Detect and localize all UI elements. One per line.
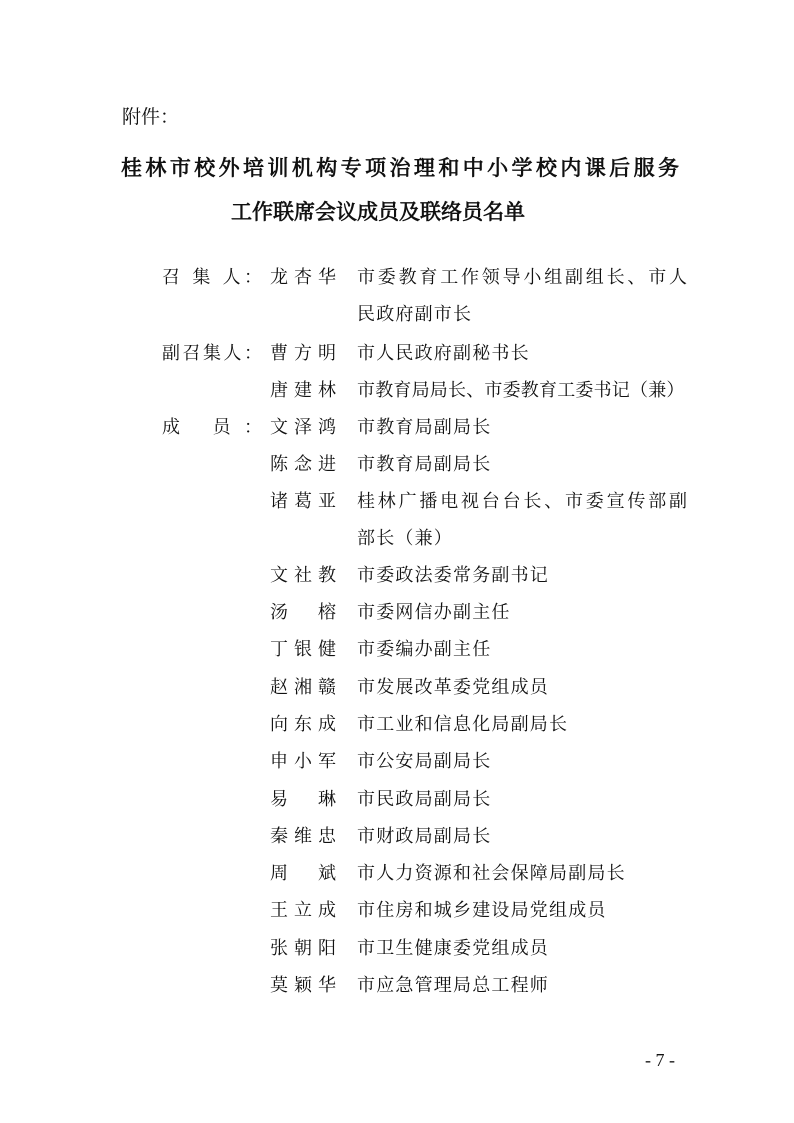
member-name-zhoubin: 周 斌 bbox=[270, 863, 336, 884]
member-duty-caofangming: 市人民政府副秘书长 bbox=[357, 343, 530, 364]
role-convenor: 召 集 人： bbox=[162, 267, 262, 288]
document-title-line-2: 工作联席会议成员及联络员名单 bbox=[231, 199, 525, 225]
attachment-label: 附件： bbox=[122, 106, 180, 128]
member-duty-tangrong: 市委网信办副主任 bbox=[357, 602, 511, 623]
member-duty-dingyinjian: 市委编办副主任 bbox=[357, 639, 492, 660]
member-name-wenzehong: 文泽鸿 bbox=[270, 417, 336, 438]
member-name-caofangming: 曹方明 bbox=[270, 343, 336, 364]
member-name-chennianjin: 陈念进 bbox=[270, 454, 336, 475]
member-duty-shenxiaojun: 市公安局副局长 bbox=[357, 751, 492, 772]
role-deputy-convenor: 副召集人： bbox=[162, 343, 262, 364]
document-title-line-1: 桂林市校外培训机构专项治理和中小学校内课后服务 bbox=[121, 155, 679, 181]
member-name-dingyinjian: 丁银健 bbox=[270, 639, 336, 660]
member-duty-zhugeya-line-2: 部长（兼） bbox=[357, 528, 453, 549]
member-duty-zhugeya-line-1: 桂林广播电视台台长、市委宣传部副 bbox=[357, 491, 687, 512]
member-duty-moyinghua: 市应急管理局总工程师 bbox=[357, 975, 549, 996]
member-duty-wensheijiao: 市委政法委常务副书记 bbox=[357, 565, 549, 586]
member-duty-longxinghua-line-1: 市委教育工作领导小组副组长、市人 bbox=[357, 267, 687, 288]
member-duty-zhaoxianggan: 市发展改革委党组成员 bbox=[357, 677, 549, 698]
member-duty-zhangchaoyang: 市卫生健康委党组成员 bbox=[357, 938, 549, 959]
member-duty-yilin: 市民政局副局长 bbox=[357, 789, 492, 810]
member-duty-xiangdongcheng: 市工业和信息化局副局长 bbox=[357, 714, 569, 735]
member-name-qinweizhong: 秦维忠 bbox=[270, 826, 336, 847]
member-duty-longxinghua-line-2: 民政府副市长 bbox=[357, 304, 473, 325]
member-duty-wanglicheng: 市住房和城乡建设局党组成员 bbox=[357, 900, 607, 921]
role-members: 成 员： bbox=[162, 417, 262, 438]
member-name-wensheijiao: 文社教 bbox=[270, 565, 336, 586]
member-duty-qinweizhong: 市财政局副局长 bbox=[357, 826, 492, 847]
member-name-longxinghua: 龙杏华 bbox=[270, 267, 336, 288]
member-name-xiangdongcheng: 向东成 bbox=[270, 714, 336, 735]
member-name-tangjianlin: 唐建林 bbox=[270, 380, 336, 401]
member-name-moyinghua: 莫颖华 bbox=[270, 975, 336, 996]
member-name-tangrong: 汤 榕 bbox=[270, 602, 336, 623]
member-duty-chennianjin: 市教育局副局长 bbox=[357, 454, 492, 475]
member-name-zhugeya: 诸葛亚 bbox=[270, 491, 336, 512]
member-name-wanglicheng: 王立成 bbox=[270, 900, 336, 921]
member-name-zhangchaoyang: 张朝阳 bbox=[270, 938, 336, 959]
member-name-yilin: 易 琳 bbox=[270, 789, 336, 810]
page-number: - 7 - bbox=[645, 1050, 675, 1070]
member-duty-tangjianlin: 市教育局局长、市委教育工委书记（兼） bbox=[357, 380, 685, 401]
member-duty-wenzehong: 市教育局副局长 bbox=[357, 417, 492, 438]
member-duty-zhoubin: 市人力资源和社会保障局副局长 bbox=[357, 863, 626, 884]
member-name-zhaoxianggan: 赵湘赣 bbox=[270, 677, 336, 698]
member-name-shenxiaojun: 申小军 bbox=[270, 751, 336, 772]
